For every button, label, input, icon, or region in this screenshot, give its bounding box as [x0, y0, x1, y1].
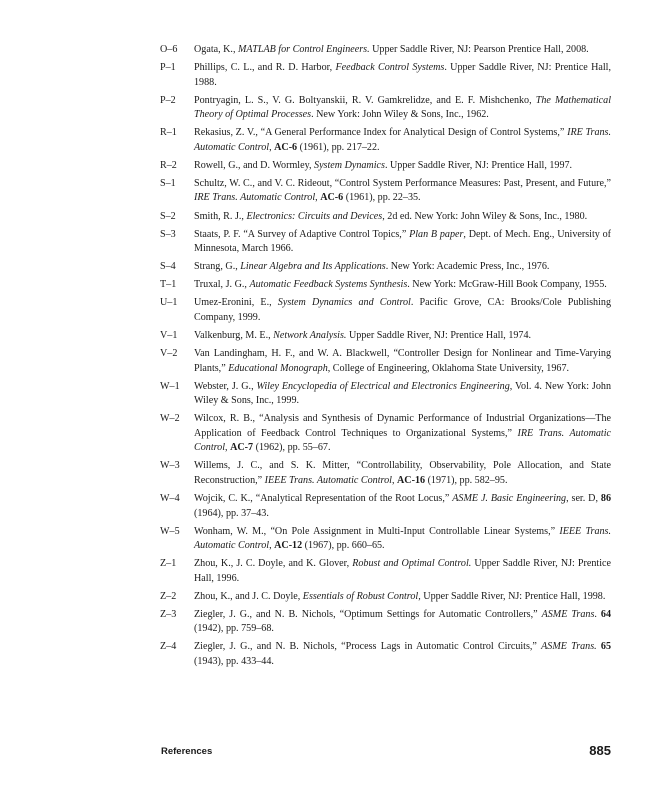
reference-key: P–2 [160, 94, 176, 106]
reference-text-segment: Automatic Feedback Systems Synthesis [249, 279, 408, 291]
reference-text-segment: IEEE Trans. Automatic Control [264, 474, 392, 486]
reference-text-segment: Upper Saddle River, NJ: Prentice Hall, 1974. [346, 330, 532, 342]
reference-text [194, 412, 611, 456]
reference-text-segment: Robust and Optimal Control. [352, 558, 472, 570]
reference-text [194, 260, 611, 275]
reference-text-segment: Linear Algebra and Its Applications [240, 261, 386, 273]
reference-text-segment: (1967), pp. 660–65. [302, 540, 385, 552]
reference-key: W–4 [160, 493, 180, 504]
reference-list [160, 43, 611, 673]
reference-key: R–1 [160, 127, 177, 139]
reference-text [194, 459, 611, 488]
reference-key: Z–4 [160, 641, 177, 653]
reference-key: W–5 [160, 525, 180, 537]
reference-text-segment: The Mathematical Theory of Optimal Processes [194, 94, 612, 121]
reference-text [194, 228, 611, 257]
reference-text-segment: Pontryagin, L. S., V. G. Boltyanskii, R. V. Gamkrelidze, and E. F. Mishchenko, [194, 94, 536, 106]
reference-text [194, 43, 611, 58]
reference-text-segment: MATLAB for Control Engineers. [238, 44, 370, 55]
running-footer: References [161, 746, 213, 757]
reference-text-segment: Plan B paper [409, 228, 464, 240]
reference-entry [160, 412, 611, 456]
reference-text-segment: IEEE Trans. Automatic Control [194, 525, 611, 552]
reference-entry [160, 640, 611, 669]
reference-text-segment: AC-7 [230, 442, 254, 454]
reference-text-segment: Ziegler, J. G., and N. B. Nichols, “Process Lags in Automatic Control Circuits,” [194, 641, 542, 653]
reference-text [194, 557, 611, 586]
reference-key: O–6 [160, 44, 178, 55]
reference-entry [160, 126, 611, 155]
reference-text [194, 640, 611, 669]
reference-text-segment: Zhou, K., J. C. Doyle, and K. Glover, [194, 558, 353, 570]
reference-text-segment: 64 [600, 608, 611, 620]
page-number: 885 [589, 743, 611, 758]
reference-text-segment: Staats, P. F. “A Survey of Adaptive Control Topics,” [194, 228, 410, 240]
reference-entry [160, 557, 611, 586]
reference-entry [160, 260, 611, 275]
reference-text-segment: Strang, G., [194, 261, 241, 273]
reference-text-segment: . New York: McGraw-Hill Book Company, 1955. [407, 279, 607, 291]
reference-text-segment: (1964), pp. 37–43. [194, 507, 269, 519]
reference-text-segment: 86 [600, 493, 611, 504]
reference-entry [160, 159, 611, 174]
reference-key: W–3 [160, 460, 180, 472]
reference-key: R–2 [160, 159, 177, 171]
reference-key: P–1 [160, 62, 176, 74]
reference-key: W–1 [160, 380, 180, 392]
reference-text-segment: . Pacific Grove, CA: Brooks/Cole Publishing Company, 1999. [194, 297, 611, 323]
reference-text-segment: Truxal, J. G., [194, 279, 250, 291]
reference-text [194, 177, 611, 206]
reference-text-segment: . [594, 608, 601, 620]
reference-text-segment: IRE Trans. Automatic Control [194, 192, 316, 204]
reference-key: U–1 [160, 297, 178, 309]
reference-text-segment: Wiley Encyclopedia of Electrical and Electronics Engineering [256, 380, 510, 392]
reference-text-segment: Willems, J. C., and S. K. Mitter, “Controllability, Observability, Pole Allocation, and State Reconstruction,” [194, 460, 611, 486]
reference-text-segment: Van Landingham, H. F., and W. A. Blackwell, “Controller Design for Nonlinear and Time-Varying Plants,” [194, 348, 611, 374]
reference-text-segment: , ser. D, [566, 493, 601, 504]
reference-text-segment: Essentials of Robust Control, [302, 590, 421, 602]
reference-key: S–4 [160, 261, 176, 273]
reference-entry [160, 228, 611, 257]
reference-entry [160, 492, 611, 521]
reference-text-segment: Wilcox, R. B., “Analysis and Synthesis of Dynamic Performance of Industrial Organizations—The Application of Feedback Control Techniques to Organizational Systems,” [194, 413, 611, 439]
reference-key: S–3 [160, 228, 176, 240]
reference-text [194, 590, 611, 605]
reference-text [194, 296, 611, 325]
reference-text-segment: . Upper Saddle River, NJ: Prentice Hall, 1988. [194, 62, 612, 88]
reference-text-segment: (1961), pp. 22–35. [343, 192, 421, 204]
reference-text [194, 525, 611, 554]
reference-text-segment: Electronics: Circuits and Devices [246, 210, 383, 222]
reference-entry [160, 278, 611, 293]
reference-text-segment: (1971), pp. 582–95. [425, 474, 508, 486]
reference-text [194, 61, 611, 90]
reference-text-segment: System Dynamics [314, 159, 385, 171]
reference-key: T–1 [160, 279, 177, 291]
reference-entry [160, 329, 611, 344]
reference-entry [160, 608, 611, 637]
reference-text [194, 94, 611, 123]
reference-text-segment: Schultz, W. C., and V. C. Rideout, “Control System Performance Measures: Past, Present, and Future,” [194, 177, 611, 189]
reference-entry [160, 296, 611, 325]
reference-entry [160, 590, 611, 605]
reference-text-segment: Ziegler, J. G., and N. B. Nichols, “Optimum Settings for Automatic Controllers,” [194, 608, 542, 620]
reference-text-segment: Upper Saddle River, NJ: Pearson Prentice Hall, 2008. [369, 44, 589, 55]
reference-text-segment: Rekasius, Z. V., “A General Performance Index for Analytical Design of Control Systems,” [194, 127, 568, 139]
reference-key: Z–3 [160, 608, 177, 620]
reference-text-segment: Webster, J. G., [194, 380, 257, 392]
reference-text-segment: Network Analysis. [273, 330, 347, 342]
reference-text [194, 347, 611, 376]
reference-text-segment: , [391, 474, 397, 486]
reference-text-segment: (1962), pp. 55–67. [253, 442, 331, 454]
reference-text [194, 210, 611, 225]
reference-entry [160, 177, 611, 206]
reference-entry [160, 459, 611, 488]
reference-text-segment: , [269, 141, 275, 153]
reference-text-segment: AC-16 [397, 474, 426, 486]
reference-text [194, 278, 611, 293]
reference-text-segment: System Dynamics and Control [277, 297, 411, 309]
reference-key: S–2 [160, 210, 176, 222]
reference-text-segment: Ogata, K., [194, 44, 239, 55]
reference-text-segment: , 2d ed. New York: John Wiley & Sons, Inc., 1980. [382, 210, 588, 222]
reference-text-segment: IRE Trans. Automatic Control [194, 127, 612, 153]
reference-text-segment: . New York: Academic Press, Inc., 1976. [385, 261, 550, 273]
reference-text [194, 608, 611, 637]
reference-text-segment: , [269, 540, 275, 552]
reference-text [194, 159, 611, 174]
reference-text-segment: Rowell, G., and D. Wormley, [194, 159, 315, 171]
reference-text-segment: , [225, 442, 231, 454]
reference-text-segment: IRE Trans. Automatic Control [194, 427, 612, 454]
reference-text-segment: Wonham, W. M., “On Pole Assignment in Multi-Input Controllable Linear Systems,” [194, 525, 560, 537]
reference-key: V–2 [160, 348, 178, 360]
reference-text [194, 380, 611, 409]
reference-text-segment: , Dept. of Mech. Eng., University of Minnesota, March 1966. [194, 228, 611, 255]
reference-text-segment: , Vol. 4. New York: John Wiley & Sons, Inc., 1999. [194, 380, 611, 407]
reference-key: Z–2 [160, 590, 177, 602]
reference-text-segment: Educational Monograph [228, 362, 328, 374]
reference-key: S–1 [160, 177, 176, 189]
reference-entry [160, 525, 611, 554]
reference-text-segment: AC-6 [274, 141, 298, 153]
reference-text-segment: , [315, 192, 321, 204]
reference-text-segment: Upper Saddle River, NJ: Prentice Hall, 1998. [420, 590, 606, 602]
reference-text-segment: Feedback Control Systems [335, 62, 445, 74]
reference-entry [160, 347, 611, 376]
reference-text-segment: AC-6 [320, 192, 344, 204]
reference-entry [160, 61, 611, 90]
reference-key: W–2 [160, 413, 180, 425]
reference-key: Z–1 [160, 558, 177, 570]
reference-text-segment: . New York: John Wiley & Sons, Inc., 1962. [311, 109, 489, 121]
reference-entry [160, 380, 611, 409]
reference-text-segment: Zhou, K., and J. C. Doyle, [194, 590, 303, 602]
reference-text-segment: ASME Trans [541, 608, 595, 620]
reference-text-segment: Smith, R. J., [194, 210, 247, 222]
reference-text-segment: ASME J. Basic Engineering [452, 493, 567, 504]
reference-text-segment: Valkenburg, M. E., [194, 330, 274, 342]
reference-text-segment: AC-12 [274, 540, 303, 552]
reference-text-segment: Phillips, C. L., and R. D. Harbor, [194, 62, 336, 74]
reference-text-segment: 65 [600, 641, 612, 653]
reference-text-segment: (1942), pp. 759–68. [194, 623, 274, 635]
reference-text-segment: (1961), pp. 217–22. [297, 141, 380, 153]
reference-text-segment: Wojcik, C. K., “Analytical Representation of the Root Locus,” [194, 493, 453, 504]
reference-text [194, 492, 611, 521]
reference-entry [160, 94, 611, 123]
reference-text-segment: (1943), pp. 433–44. [194, 655, 274, 667]
reference-text [194, 329, 611, 344]
reference-text-segment: Upper Saddle River, NJ: Prentice Hall, 1996. [194, 558, 611, 584]
reference-entry [160, 43, 611, 58]
reference-text-segment: . Upper Saddle River, NJ: Prentice Hall, 1997. [384, 159, 573, 171]
reference-key: V–1 [160, 330, 178, 342]
reference-text-segment: Umez-Eronini, E., [194, 297, 278, 309]
reference-text-segment: , College of Engineering, Oklahoma State University, 1967. [327, 362, 570, 374]
reference-text-segment: ASME Trans. [541, 641, 597, 653]
reference-entry [160, 210, 611, 225]
reference-text [194, 126, 611, 155]
